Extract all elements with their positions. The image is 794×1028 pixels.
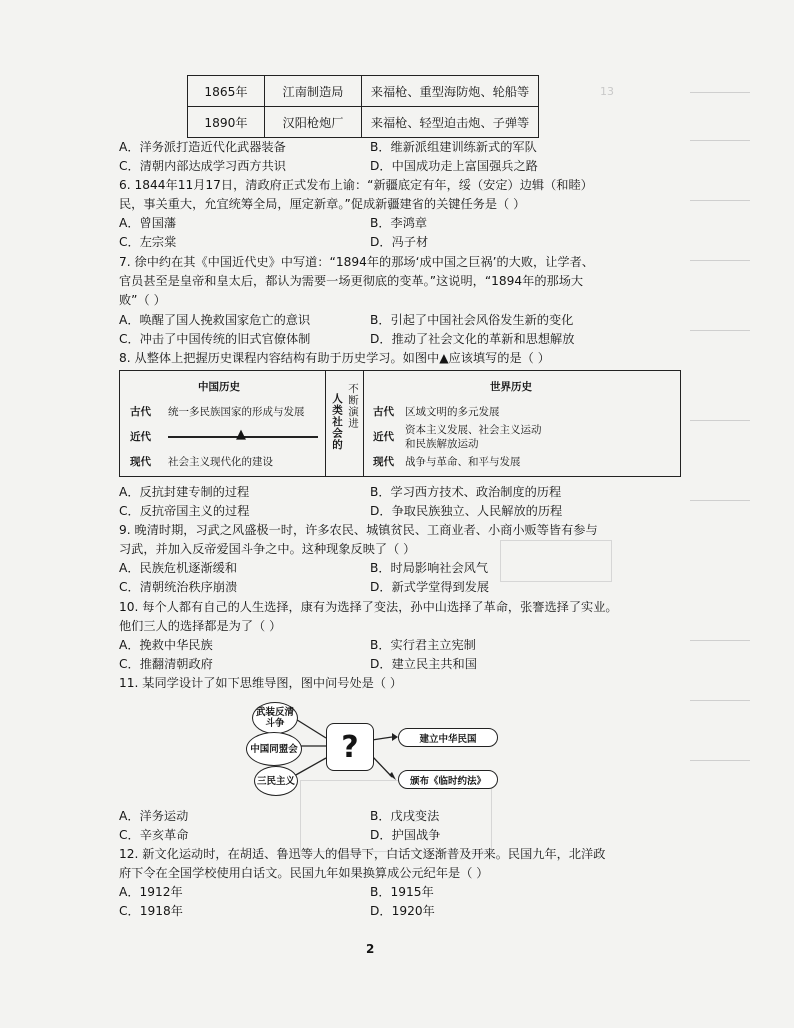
bleed-line <box>690 260 750 261</box>
question-stem: 败”（ ） <box>119 293 166 307</box>
option-d[interactable]: D．争取民族独立、人民解放的历程 <box>370 504 563 518</box>
china-history-title: 中国历史 <box>198 381 240 393</box>
option-c[interactable]: C．清朝统治秩序崩溃 <box>119 580 238 594</box>
bleed-box <box>500 540 612 582</box>
table-cell: 1865年 <box>188 76 265 107</box>
option-a[interactable]: A．洋务派打造近代化武器装备 <box>119 140 286 154</box>
option-c[interactable]: C．推翻清朝政府 <box>119 657 213 671</box>
question-stem: 12. 新文化运动时，在胡适、鲁迅等人的倡导下，白话文逐渐普及开来。民国九年，北洋政 <box>119 847 606 861</box>
bleed-line <box>690 200 750 201</box>
option-c[interactable]: C．清朝内部达成学习西方共识 <box>119 159 286 173</box>
bleed-line <box>690 140 750 141</box>
option-a[interactable]: A．洋务运动 <box>119 809 189 823</box>
option-c[interactable]: C．辛亥革命 <box>119 828 189 842</box>
question-stem: 8. 从整体上把握历史课程内容结构有助于历史学习。如图中▲应该填写的是（ ） <box>119 351 550 365</box>
era-content: 社会主义现代化的建设 <box>168 456 273 468</box>
option-d[interactable]: D．中国成功走上富国强兵之路 <box>370 159 538 173</box>
option-a[interactable]: A．挽救中华民族 <box>119 638 213 652</box>
option-d[interactable]: D．推动了社会文化的革新和思想解放 <box>370 332 575 346</box>
node-three-principles: 三民主义 <box>254 766 298 796</box>
middle-column <box>327 371 364 476</box>
option-c[interactable]: C．左宗棠 <box>119 235 177 249</box>
option-a[interactable]: A．民族危机逐渐缓和 <box>119 561 238 575</box>
option-d[interactable]: D．护国战争 <box>370 828 441 842</box>
option-b[interactable]: B．学习西方技术、政治制度的历程 <box>370 485 562 499</box>
question-stem: 民，事关重大，允宜统筹全局，厘定新章。”促成新疆建省的关键任务是（ ） <box>119 197 526 211</box>
world-history-column <box>365 371 680 476</box>
era-content: 和民族解放运动 <box>405 438 479 450</box>
question-stem: 6. 1844年11月17日，清政府正式发布上谕：“新疆底定有年，绥（安定）边辑（和睦） <box>119 178 593 192</box>
option-a[interactable]: A．1912年 <box>119 885 183 899</box>
era-content: 统一多民族国家的形成与发展 <box>168 406 305 418</box>
option-b[interactable]: B．维新派组建训练新式的军队 <box>370 140 537 154</box>
option-c[interactable]: C．1918年 <box>119 904 183 918</box>
era-content: 战争与革命、和平与发展 <box>405 456 521 468</box>
question-mark-box: ? <box>326 723 374 771</box>
option-b[interactable]: B．李鸿章 <box>370 216 428 230</box>
option-a[interactable]: A．曾国藩 <box>119 216 177 230</box>
node-tongmenghui: 中国同盟会 <box>246 732 302 766</box>
question-stem: 10. 每个人都有自己的人生选择，康有为选择了变法，孙中山选择了革命，张謇选择了实业。 <box>119 600 618 614</box>
triangle-marker: ▲ <box>236 427 246 442</box>
question-stem: 他们三人的选择都是为了（ ） <box>119 619 282 633</box>
table-cell: 来福枪、轻型迫击炮、子弹等 <box>362 107 539 138</box>
era-content: 区域文明的多元发展 <box>405 406 500 418</box>
era-content: 资本主义发展、社会主义运动 <box>405 424 542 436</box>
bleed-line <box>690 640 750 641</box>
era-label: 古代 <box>373 406 394 418</box>
bleed-line <box>690 420 750 421</box>
bleed-line <box>690 760 750 761</box>
option-b[interactable]: B．戊戌变法 <box>370 809 440 823</box>
table-cell: 来福枪、重型海防炮、轮船等 <box>362 76 539 107</box>
bleed-line <box>690 92 750 93</box>
option-b[interactable]: B．时局影响社会风气 <box>370 561 489 575</box>
bleed-line <box>690 700 750 701</box>
table-cell: 汉阳枪炮厂 <box>265 107 362 138</box>
option-d[interactable]: D．冯子材 <box>370 235 429 249</box>
question-stem: 7. 徐中约在其《中国近代史》中写道：“1894年的那场‘成中国之巨祸’的大败，让学者、 <box>119 255 594 269</box>
question-stem: 府下令在全国学校使用白话文。民国九年如果换算成公元纪年是（ ） <box>119 866 489 880</box>
page-number: 2 <box>366 942 375 956</box>
question-stem: 11. 某同学设计了如下思维导图，图中问号处是（ ） <box>119 676 403 690</box>
world-history-title: 世界历史 <box>490 381 532 393</box>
option-a[interactable]: A．唤醒了国人挽救国家危亡的意识 <box>119 313 311 327</box>
option-a[interactable]: A．反抗封建专制的过程 <box>119 485 250 499</box>
option-b[interactable]: B．1915年 <box>370 885 434 899</box>
question-stem: 官员甚至是皇帝和皇太后，都认为需要一场更彻底的变革。”这说明，“1894年的那场大 <box>119 274 584 288</box>
option-c[interactable]: C．反抗帝国主义的过程 <box>119 504 250 518</box>
era-label: 古代 <box>130 406 151 418</box>
option-c[interactable]: C．冲击了中国传统的旧式官僚体制 <box>119 332 311 346</box>
equipment-table <box>187 75 539 138</box>
era-label: 现代 <box>130 456 151 468</box>
question-stem: 9. 晚清时期，习武之风盛极一时，许多农民、城镇贫民、工商业者、小商小贩等皆有参与 <box>119 523 598 537</box>
bleed-line <box>690 500 750 501</box>
mind-map <box>238 700 508 800</box>
bleed-line <box>690 330 750 331</box>
table-cell: 1890年 <box>188 107 265 138</box>
option-d[interactable]: D．1920年 <box>370 904 435 918</box>
option-d[interactable]: D．建立民主共和国 <box>370 657 477 671</box>
era-label: 现代 <box>373 456 394 468</box>
table-cell: 江南制造局 <box>265 76 362 107</box>
middle-text: 人类社会的 <box>331 393 343 451</box>
option-b[interactable]: B．引起了中国社会风俗发生新的变化 <box>370 313 574 327</box>
node-armed-struggle: 武装反清斗争 <box>252 702 298 734</box>
node-roc: 建立中华民国 <box>398 728 498 747</box>
table-row <box>188 107 539 138</box>
question-stem: 习武，并加入反帝爱国斗争之中。这种现象反映了（ ） <box>119 542 416 556</box>
middle-text: 不断演进 <box>347 383 359 429</box>
course-structure-figure <box>119 370 681 477</box>
node-provisional-constitution: 颁布《临时约法》 <box>398 770 498 789</box>
option-d[interactable]: D．新式学堂得到发展 <box>370 580 490 594</box>
table-row <box>188 76 539 107</box>
era-label: 近代 <box>130 431 151 443</box>
option-b[interactable]: B．实行君主立宪制 <box>370 638 476 652</box>
era-label: 近代 <box>373 431 394 443</box>
bleed-through-text: 13 <box>600 85 614 98</box>
china-history-column <box>120 371 326 476</box>
